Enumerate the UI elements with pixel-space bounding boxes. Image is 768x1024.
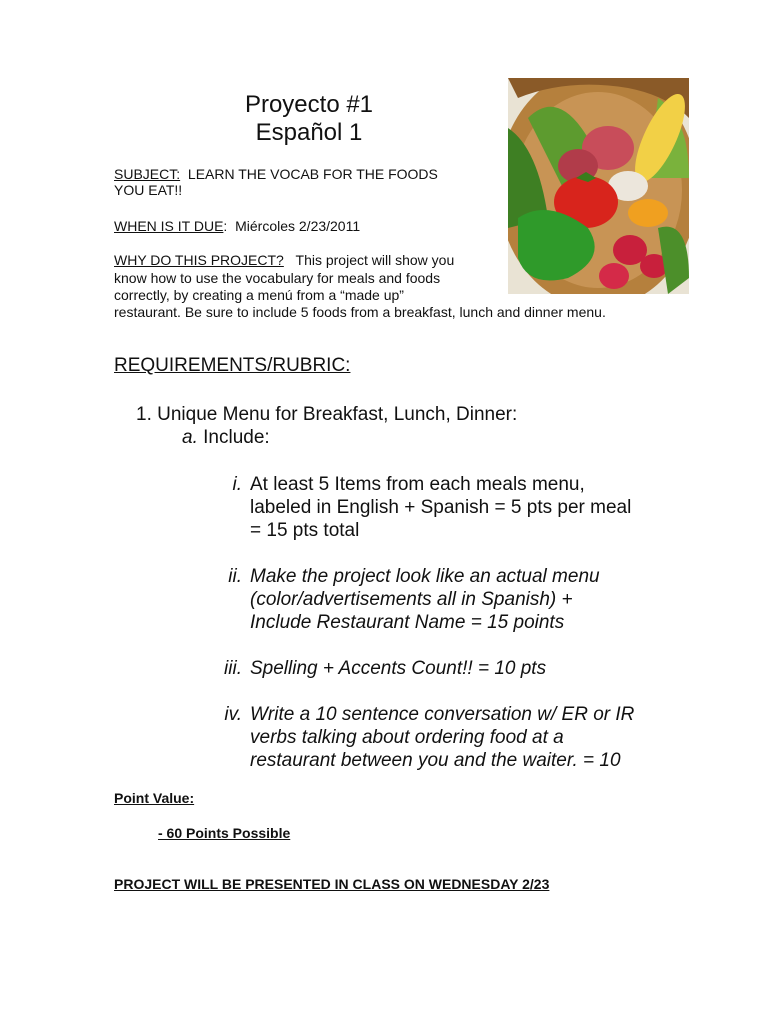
why-line-4: restaurant. Be sure to include 5 foods from a breakfast, lunch and dinner menu. xyxy=(114,304,606,320)
numeral-ii: ii. xyxy=(228,566,242,587)
vegetable-basket-illustration xyxy=(508,78,689,294)
why-label: WHY DO THIS PROJECT? xyxy=(114,252,284,268)
subject-label: SUBJECT: xyxy=(114,166,181,182)
rubric-item-ii-line-3: Include Restaurant Name = 15 points xyxy=(250,612,565,633)
rubric-item-i-line-1: At least 5 Items from each meals menu, xyxy=(250,474,585,495)
why-line-2: know how to use the vocabulary for meals and foods xyxy=(114,270,441,286)
rubric-item-iv-line-3: restaurant between you and the waiter. = 10 xyxy=(250,750,621,771)
due-value: Miércoles 2/23/2011 xyxy=(235,218,361,234)
why-line-3: correctly, by creating a menú from a “made up” xyxy=(114,287,404,303)
numeral-iv: iv. xyxy=(224,704,242,725)
rubric-item-iv-line-2: verbs talking about ordering food at a xyxy=(250,727,564,748)
point-value-label: Point Value: xyxy=(114,790,195,806)
sub-a-text: Include: xyxy=(203,427,270,448)
requirement-sub-a xyxy=(182,426,270,449)
subject-text-1: LEARN THE VOCAB FOR THE FOODS xyxy=(187,166,438,182)
due-label: WHEN IS IT DUE xyxy=(114,218,224,234)
rubric-item-i-line-2: labeled in English + Spanish = 5 pts per meal xyxy=(250,497,632,518)
requirements-heading: REQUIREMENTS/RUBRIC: xyxy=(114,355,351,376)
rubric-item-iv-line-1: Write a 10 sentence conversation w/ ER or IR xyxy=(250,704,635,725)
rubric-item-ii-line-2: (color/advertisements all in Spanish) + xyxy=(250,589,573,610)
rubric-item-iii-line-1: Spelling + Accents Count!! = 10 pts xyxy=(250,658,547,679)
sub-a-marker: a. xyxy=(182,427,198,448)
rubric-item-i xyxy=(250,473,690,542)
why-text-1: This project will show you xyxy=(295,252,455,268)
requirement-item-1: 1. Unique Menu for Breakfast, Lunch, Dinner: xyxy=(136,404,518,425)
numeral-iii: iii. xyxy=(224,658,242,679)
rubric-item-ii-line-1: Make the project look like an actual menu xyxy=(250,566,600,587)
numeral-i: i. xyxy=(232,474,242,495)
page-title: Proyecto #1 xyxy=(244,91,374,118)
due-colon: : xyxy=(223,218,228,234)
presentation-notice: PROJECT WILL BE PRESENTED IN CLASS ON WEDNESDAY 2/23 xyxy=(114,876,550,892)
due-line xyxy=(114,218,360,234)
point-value: - 60 Points Possible xyxy=(158,825,291,841)
why-line-1 xyxy=(114,252,454,268)
subject-text-2: YOU EAT!! xyxy=(114,182,183,198)
subject-line xyxy=(114,166,438,182)
rubric-item-ii xyxy=(250,565,690,634)
rubric-item-i-line-3: = 15 pts total xyxy=(250,520,360,541)
rubric-item-iv xyxy=(250,703,690,772)
vegetable-basket-image xyxy=(508,78,689,294)
rubric-item-iii xyxy=(250,657,690,680)
page-subtitle: Español 1 xyxy=(255,119,363,146)
